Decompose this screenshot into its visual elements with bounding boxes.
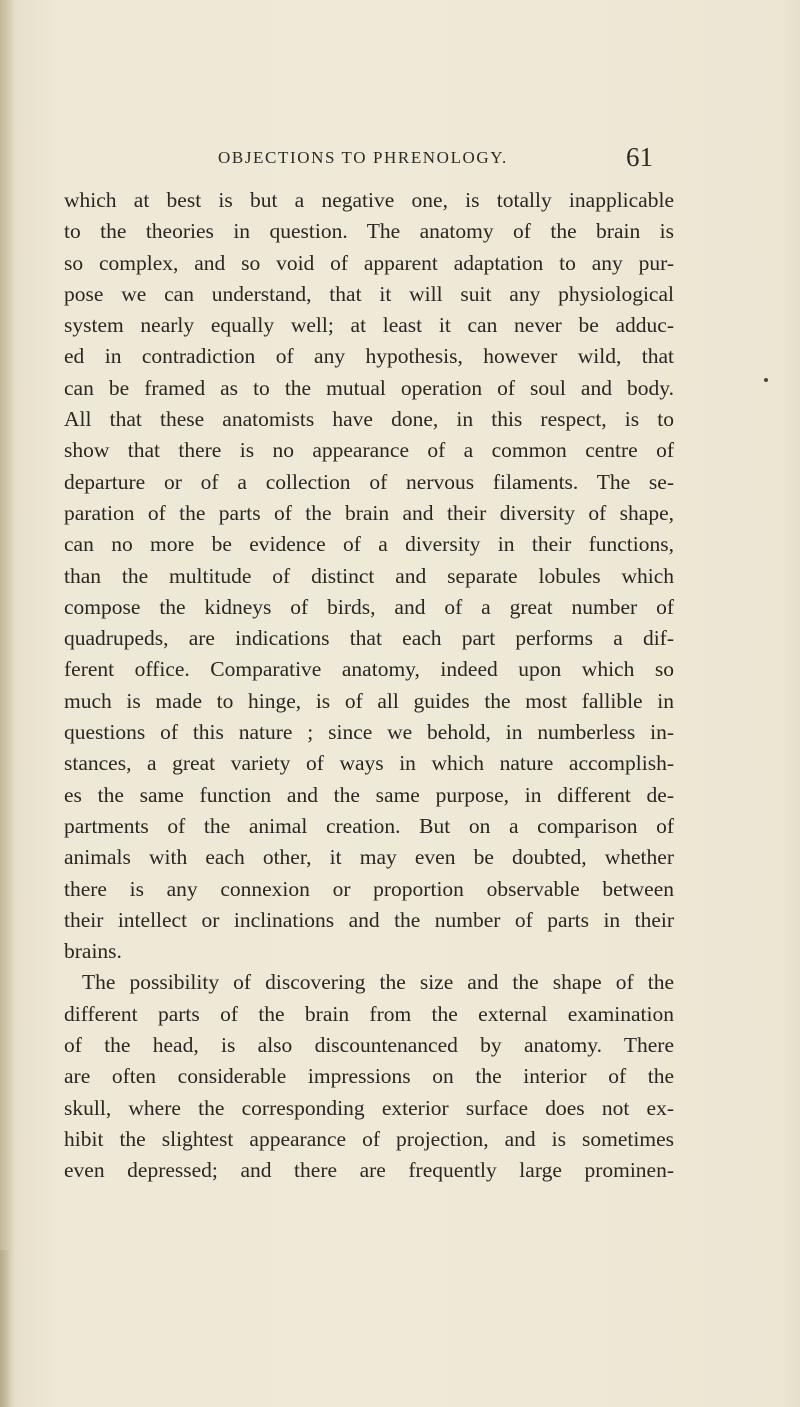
text-line: than the multitude of distinct and separate lobules which: [64, 563, 674, 588]
page-binding-shadow: [0, 0, 14, 1407]
text-line: ed in contradiction of any hypothesis, however wild, that: [64, 344, 674, 369]
text-line: skull, where the corresponding exterior surface does not ex-: [64, 1095, 674, 1120]
text-line: of the head, is also discountenanced by anatomy. There: [64, 1033, 674, 1058]
text-line: questions of this nature ; since we behold, in numberless in-: [64, 720, 674, 745]
running-head: OBJECTIONS TO PHRENOLOGY.: [218, 148, 508, 167]
text-line: compose the kidneys of birds, and of a great number of: [64, 594, 674, 619]
paragraph-end-line: brains.: [64, 939, 122, 964]
text-line: show that there is no appearance of a common centre of: [64, 438, 674, 463]
paragraph-start-line: The possibility of discovering the size and the shape of the: [82, 970, 674, 995]
text-line: partments of the animal creation. But on a comparison of: [64, 813, 674, 838]
text-line: es the same function and the same purpose, in different de-: [64, 782, 674, 807]
text-line: quadrupeds, are indications that each part performs a dif-: [64, 626, 674, 651]
text-line: All that these anatomists have done, in this respect, is to: [64, 407, 674, 432]
text-line: are often considerable impressions on the interior of the: [64, 1064, 674, 1089]
text-line: animals with each other, it may even be doubted, whether: [64, 845, 674, 870]
page-header: [0, 142, 800, 176]
margin-speck: [764, 378, 768, 382]
text-line: there is any connexion or proportion observable between: [64, 876, 674, 901]
text-line: their intellect or inclinations and the number of parts in their: [64, 907, 674, 932]
text-line: stances, a great variety of ways in which nature accomplish-: [64, 751, 674, 776]
text-line: can no more be evidence of a diversity in their functions,: [64, 532, 674, 557]
text-line: departure or of a collection of nervous filaments. The se-: [64, 469, 674, 494]
text-line: paration of the parts of the brain and their diversity of shape,: [64, 500, 674, 525]
page-binding-edge: [0, 1250, 10, 1407]
text-line: pose we can understand, that it will suit any physiological: [64, 281, 674, 306]
page-number: 61: [626, 142, 653, 172]
body-text: [64, 185, 674, 1187]
text-line: can be framed as to the mutual operation of soul and body.: [64, 375, 674, 400]
text-line: different parts of the brain from the external examination: [64, 1001, 674, 1026]
text-line: system nearly equally well; at least it can never be adduc-: [64, 313, 674, 338]
text-line: much is made to hinge, is of all guides the most fallible in: [64, 688, 674, 713]
text-line: hibit the slightest appearance of projection, and is sometimes: [64, 1126, 674, 1151]
text-line: to the theories in question. The anatomy of the brain is: [64, 219, 674, 244]
text-line: even depressed; and there are frequently large prominen-: [64, 1158, 674, 1183]
text-line: ferent office. Comparative anatomy, indeed upon which so: [64, 657, 674, 682]
text-line: which at best is but a negative one, is totally inapplicable: [64, 188, 674, 212]
text-line: so complex, and so void of apparent adaptation to any pur-: [64, 250, 674, 275]
